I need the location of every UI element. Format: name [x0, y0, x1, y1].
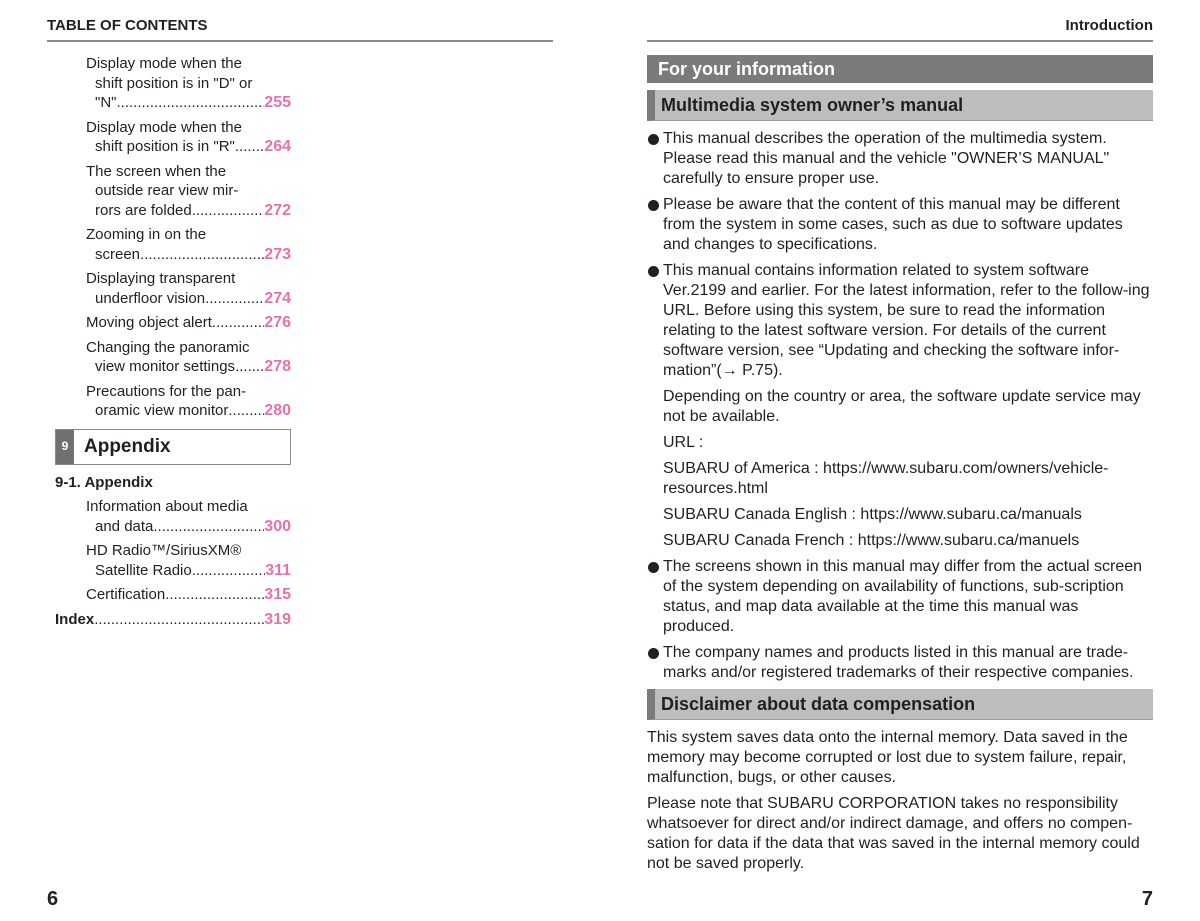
toc-entry-text: Display mode when the: [86, 55, 242, 72]
toc-entry[interactable]: [86, 118, 291, 157]
toc-entry-last-line: [86, 137, 291, 157]
running-head: Introduction: [1065, 17, 1153, 34]
toc-index-link[interactable]: [55, 610, 291, 630]
toc-entry-text: HD Radio™/SiriusXM®: [86, 542, 242, 559]
toc-entry-last-line: [86, 585, 291, 605]
page-number: 7: [1141, 888, 1153, 910]
running-head: TABLE OF CONTENTS: [47, 17, 208, 34]
toc-entry-text: underfloor vision: [95, 289, 206, 307]
toc-entry-last-line: [86, 313, 291, 333]
toc-entry-last-line: [86, 289, 291, 309]
toc-entry-last-line: [86, 93, 291, 113]
leader-dots: [153, 517, 264, 537]
toc-entry-text: Information about media: [86, 498, 248, 515]
toc-entry[interactable]: [86, 497, 291, 536]
toc-entry-text: shift position is in "D" or: [95, 74, 253, 92]
toc-entry-text: view monitor settings: [95, 358, 236, 375]
toc-entry[interactable]: [86, 585, 291, 605]
toc-entry-text: shift position is in "R": [95, 138, 235, 155]
page-link[interactable]: 274: [264, 289, 291, 307]
section-title: 9-1. Appendix: [55, 473, 153, 491]
toc-entry[interactable]: [86, 162, 291, 221]
leader-dots: [205, 289, 264, 309]
toc-entry-text: outside rear view mir-: [95, 182, 239, 199]
toc-entry[interactable]: [86, 269, 291, 308]
toc-entry-last-line: [86, 357, 291, 377]
bullet-item: This manual describes the operation of the multimedia system. Please read this manual and the vehicle "OWNER’S MANUAL" carefully to ensure proper use.: [647, 129, 1153, 189]
page-link[interactable]: 278: [264, 358, 291, 375]
toc-entry-last-line: [86, 245, 291, 265]
paragraph: This system saves data onto the internal memory. Data saved in the memory may become corrupted or lost due to system failure, repair, malfunction, bugs, or other causes.: [647, 729, 1128, 786]
url-label: URL :: [663, 434, 704, 451]
toc-entry-text: Moving object alert: [86, 314, 212, 331]
service-note: Depending on the country or area, the software update service may not be available.: [663, 388, 1141, 425]
leader-dots: [212, 313, 264, 333]
chapter-title: Appendix: [84, 435, 171, 457]
leader-dots: [192, 201, 265, 221]
leader-dots: [94, 610, 264, 630]
header-rule: [647, 40, 1153, 42]
subsection-heading: Disclaimer about data compensation: [647, 689, 1153, 720]
url-link-canada-french[interactable]: SUBARU Canada French : https://www.subaru.ca/manuels: [663, 532, 1080, 549]
page-link[interactable]: 315: [264, 586, 291, 603]
toc-entry-last-line: [86, 517, 291, 537]
leader-dots: [165, 585, 264, 605]
bullet-item: Please be aware that the content of this manual may be different from the system in some cases, such as due to software updates and changes to specifications.: [647, 195, 1153, 255]
leader-dots: [228, 401, 264, 421]
toc-entry[interactable]: [86, 382, 291, 421]
toc-entry-text: Satellite Radio: [95, 561, 192, 579]
paragraph: Please note that SUBARU CORPORATION takes no responsibility whatsoever for direct and/or indirect damage, and offers no compen-sation for data if the data that was saved in the internal memory could not be saved properly.: [647, 795, 1140, 872]
toc-entry-last-line: [86, 561, 291, 581]
page-link[interactable]: 280: [264, 402, 291, 419]
bullet-item: This manual contains information related to system software Ver.2199 and earlier. For the latest information, refer to the follow-ing URL. Before using this system, be sure to read the information relating to the latest software version. For details of the current software version, see “Updating and checking the software infor-mation”(→ P.75).: [647, 261, 1153, 381]
right-page: [600, 0, 1200, 921]
url-link-canada-english[interactable]: SUBARU Canada English : https://www.subaru.ca/manuals: [663, 506, 1082, 523]
toc-entry-text: Zooming in on the: [86, 226, 207, 243]
bullet-item: The company names and products listed in this manual are trade-marks and/or registered trademarks of their respective companies.: [647, 643, 1153, 683]
toc-entry-text: oramic view monitor: [95, 402, 229, 419]
bullet-item: The screens shown in this manual may differ from the actual screen of the system depending on availability of functions, sub-scription status, and map data available at the time this manual was produced.: [647, 557, 1153, 637]
page-link[interactable]: 273: [264, 245, 291, 263]
table-of-contents: [55, 54, 291, 629]
page-number: 6: [47, 888, 59, 910]
page-link[interactable]: 264: [264, 138, 291, 155]
subsection-heading: Multimedia system owner’s manual: [647, 90, 1153, 121]
leader-dots: [140, 245, 264, 265]
page-link[interactable]: 300: [264, 517, 291, 535]
chapter-heading[interactable]: [55, 429, 291, 465]
toc-entry[interactable]: [86, 541, 291, 580]
toc-entry[interactable]: [86, 225, 291, 264]
page-link[interactable]: 276: [264, 314, 291, 331]
toc-entry-text: Displaying transparent: [86, 270, 236, 287]
header-rule: [47, 40, 553, 42]
toc-entry-text: "N": [95, 94, 117, 111]
leader-dots: [116, 93, 264, 113]
url-link-america[interactable]: SUBARU of America : https://www.subaru.com/owners/vehicle-resources.html: [663, 460, 1109, 497]
leader-dots: [192, 561, 265, 581]
page-link[interactable]: 311: [265, 561, 291, 579]
toc-entry-last-line: [86, 401, 291, 421]
page-link[interactable]: 272: [264, 201, 291, 219]
toc-entry-text: Display mode when the: [86, 118, 242, 136]
toc-entry-text: screen: [95, 245, 141, 263]
leader-dots: [235, 357, 264, 377]
toc-entry-text: and data: [95, 517, 154, 535]
index-label: Index: [55, 610, 95, 628]
page-content: [647, 55, 1153, 880]
page-link[interactable]: 255: [264, 94, 291, 111]
toc-entry[interactable]: [86, 313, 291, 333]
toc-entry-text: Certification: [86, 586, 166, 603]
page-link[interactable]: 319: [264, 610, 291, 628]
toc-entry-last-line: [86, 201, 291, 221]
toc-entry[interactable]: [86, 338, 291, 377]
toc-entry[interactable]: [86, 54, 291, 113]
chapter-number: 9: [56, 430, 74, 464]
toc-entry-text: Changing the panoramic: [86, 338, 250, 356]
toc-entry-text: rors are folded: [95, 201, 192, 219]
toc-entry-text: Precautions for the pan-: [86, 382, 247, 400]
leader-dots: [235, 137, 264, 157]
toc-entry-text: The screen when the: [86, 162, 227, 180]
section-heading: For your information: [647, 55, 1153, 83]
